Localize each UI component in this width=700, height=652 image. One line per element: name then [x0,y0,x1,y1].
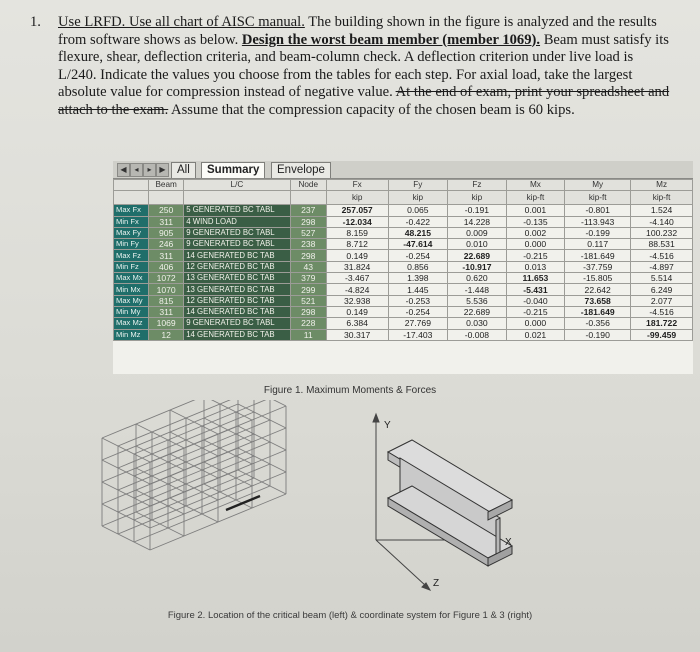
beam-cell[interactable]: 1069 [149,318,184,329]
value-cell[interactable]: 0.149 [326,250,388,261]
results-table [113,179,693,341]
beam-cell[interactable]: 12 [149,329,184,340]
question-part: Assume that the compression capacity of the chosen beam is 60 kips. [168,101,575,118]
row-label[interactable]: Max My [114,295,149,306]
value-cell[interactable]: 0.009 [448,227,507,238]
value-cell[interactable]: -181.649 [565,306,631,317]
beam-cell[interactable]: 311 [149,216,184,227]
load-case-cell[interactable]: 9 GENERATED BC TABL [184,239,290,250]
value-cell[interactable]: -4.516 [631,250,693,261]
beam-cell[interactable]: 815 [149,295,184,306]
units-row [114,191,693,205]
node-cell[interactable]: 379 [290,273,326,284]
results-spreadsheet [113,161,693,374]
value-cell[interactable]: -0.254 [388,306,448,317]
col-header[interactable]: Fy [388,180,448,191]
question-part: Use LRFD. Use all chart of AISC manual. [58,14,305,30]
value-cell[interactable]: -4.140 [631,216,693,227]
col-header[interactable]: Fz [448,180,507,191]
value-cell[interactable]: 8.712 [326,239,388,250]
value-cell[interactable]: -0.215 [506,306,565,317]
last-sheet-icon[interactable]: ▶ [156,163,169,177]
value-cell[interactable]: -4.824 [326,284,388,295]
load-case-cell[interactable]: 14 GENERATED BC TAB [184,329,290,340]
unit-cell: kip [448,191,507,205]
value-cell[interactable]: -47.614 [388,239,448,250]
i-beam-3d [388,440,512,566]
y-axis-arrow-icon [373,414,379,422]
value-cell[interactable]: -4.516 [631,306,693,317]
corner-cell [114,191,149,205]
beam-cell[interactable]: 246 [149,239,184,250]
value-cell[interactable]: 48.215 [388,227,448,238]
next-sheet-icon[interactable]: ▸ [143,163,156,177]
value-cell[interactable]: 0.030 [448,318,507,329]
value-cell[interactable]: -17.403 [388,329,448,340]
row-label[interactable]: Min Mz [114,329,149,340]
header-row [114,180,693,191]
value-cell[interactable]: -0.191 [448,205,507,216]
value-cell[interactable]: -113.943 [565,216,631,227]
question-number: 1. [30,14,41,30]
beam-cell[interactable]: 1070 [149,284,184,295]
value-cell[interactable]: -12.034 [326,216,388,227]
load-case-cell[interactable]: 13 GENERATED BC TAB [184,284,290,295]
node-cell[interactable]: 299 [290,284,326,295]
unit-cell [149,191,184,205]
value-cell[interactable]: 22.642 [565,284,631,295]
value-cell[interactable]: 0.117 [565,239,631,250]
row-label[interactable]: Min Mx [114,284,149,295]
question-part: Beam must satisfy its flexure, shear, deflection criteria, and beam-column check. A deflection criterion under live load is L/240. Indicate the values you choose from the tables for each step. For axial load, take the largest absolute value for compression instead of negative value. [58,31,669,101]
value-cell[interactable]: 181.722 [631,318,693,329]
table-row [114,318,693,329]
value-cell[interactable]: 0.856 [388,261,448,272]
value-cell[interactable]: -181.649 [565,250,631,261]
value-cell[interactable]: -0.199 [565,227,631,238]
value-cell[interactable]: 0.001 [506,205,565,216]
col-header[interactable]: L/C [184,180,290,191]
value-cell[interactable]: 8.159 [326,227,388,238]
row-label[interactable]: Max Mz [114,318,149,329]
table-row [114,284,693,295]
unit-cell: kip-ft [631,191,693,205]
row-label[interactable]: Max Fx [114,205,149,216]
prev-sheet-icon[interactable]: ◂ [130,163,143,177]
value-cell[interactable]: -10.917 [448,261,507,272]
unit-cell: kip-ft [565,191,631,205]
col-header[interactable]: Beam [149,180,184,191]
value-cell[interactable]: -0.253 [388,295,448,306]
node-cell[interactable]: 298 [290,216,326,227]
table-row [114,273,693,284]
value-cell[interactable]: 6.384 [326,318,388,329]
value-cell[interactable]: 0.013 [506,261,565,272]
value-cell[interactable]: 257.057 [326,205,388,216]
load-case-cell[interactable]: 5 GENERATED BC TABL [184,205,290,216]
table-row [114,239,693,250]
beam-cell[interactable]: 311 [149,306,184,317]
table-row [114,250,693,261]
unit-cell: kip [388,191,448,205]
value-cell[interactable]: 31.824 [326,261,388,272]
beam-cell[interactable]: 406 [149,261,184,272]
table-row [114,227,693,238]
z-axis [376,540,426,586]
table-row [114,261,693,272]
node-cell[interactable]: 298 [290,250,326,261]
value-cell[interactable]: 0.021 [506,329,565,340]
unit-cell [184,191,290,205]
value-cell[interactable]: 73.658 [565,295,631,306]
beam-cell[interactable]: 250 [149,205,184,216]
tab-summary[interactable]: Summary [201,162,265,178]
value-cell[interactable]: 22.689 [448,250,507,261]
row-label[interactable]: Max Fz [114,250,149,261]
question-1 [30,14,670,120]
node-cell[interactable]: 43 [290,261,326,272]
value-cell[interactable]: -0.008 [448,329,507,340]
col-header[interactable]: Mx [506,180,565,191]
y-axis-label: Y [384,420,391,431]
value-cell[interactable]: -0.135 [506,216,565,227]
col-header[interactable]: My [565,180,631,191]
building-frame-model [102,400,286,550]
table-row [114,295,693,306]
node-cell[interactable]: 298 [290,306,326,317]
node-cell[interactable]: 527 [290,227,326,238]
load-case-cell[interactable]: 13 GENERATED BC TAB [184,273,290,284]
figure-1-caption: Figure 1. Maximum Moments & Forces [263,385,437,396]
node-cell[interactable]: 237 [290,205,326,216]
value-cell[interactable]: 0.000 [506,239,565,250]
value-cell[interactable]: -0.190 [565,329,631,340]
value-cell[interactable]: -0.254 [388,250,448,261]
beam-cell[interactable]: 905 [149,227,184,238]
load-case-cell[interactable]: 12 GENERATED BC TAB [184,261,290,272]
value-cell[interactable]: 5.536 [448,295,507,306]
value-cell[interactable]: 27.769 [388,318,448,329]
value-cell[interactable]: -1.448 [448,284,507,295]
value-cell[interactable]: 0.000 [506,318,565,329]
value-cell[interactable]: -0.356 [565,318,631,329]
table-row [114,329,693,340]
tab-envelope[interactable]: Envelope [271,162,331,178]
question-part: The building shown in the figure is analyzed and the results from software shows as below. [58,14,657,48]
question-text [58,14,670,120]
row-label[interactable]: Max Fy [114,227,149,238]
critical-beam-highlight [226,496,260,510]
load-case-cell[interactable]: 9 GENERATED BC TABL [184,227,290,238]
corner-cell [114,180,149,191]
node-cell[interactable]: 521 [290,295,326,306]
value-cell[interactable]: 6.249 [631,284,693,295]
tab-all[interactable]: All [171,162,196,178]
value-cell[interactable]: 1.445 [388,284,448,295]
beam-cell[interactable]: 311 [149,250,184,261]
value-cell[interactable]: 30.317 [326,329,388,340]
value-cell[interactable]: 0.149 [326,306,388,317]
row-label[interactable]: Min My [114,306,149,317]
load-case-cell[interactable]: 12 GENERATED BC TAB [184,295,290,306]
value-cell[interactable]: 22.689 [448,306,507,317]
node-cell[interactable]: 228 [290,318,326,329]
unit-cell: kip-ft [506,191,565,205]
col-header[interactable]: Mz [631,180,693,191]
table-row [114,216,693,227]
figure-2-caption: Figure 2. Location of the critical beam (left) & coordinate system for Figure 1 & 3 (right) [167,610,533,621]
value-cell[interactable]: -0.040 [506,295,565,306]
value-cell[interactable]: -0.801 [565,205,631,216]
row-label[interactable]: Min Fx [114,216,149,227]
node-cell[interactable]: 11 [290,329,326,340]
value-cell[interactable]: -99.459 [631,329,693,340]
col-header[interactable]: Node [290,180,326,191]
figure-2-diagram [0,400,700,605]
row-label[interactable]: Min Fz [114,261,149,272]
value-cell[interactable]: -0.215 [506,250,565,261]
value-cell[interactable]: -15.805 [565,273,631,284]
value-cell[interactable]: 88.531 [631,239,693,250]
x-axis-label: X [505,537,512,548]
value-cell[interactable]: 5.514 [631,273,693,284]
value-cell[interactable]: -0.422 [388,216,448,227]
value-cell[interactable]: 0.010 [448,239,507,250]
value-cell[interactable]: 0.620 [448,273,507,284]
first-sheet-icon[interactable]: ◀ [117,163,130,177]
table-row [114,205,693,216]
value-cell[interactable]: 32.938 [326,295,388,306]
row-label[interactable]: Min Fy [114,239,149,250]
sheet-tab-bar [113,161,693,179]
value-cell[interactable]: 0.065 [388,205,448,216]
value-cell[interactable]: 11.653 [506,273,565,284]
value-cell[interactable]: 1.524 [631,205,693,216]
row-label[interactable]: Max Mx [114,273,149,284]
load-case-cell[interactable]: 14 GENERATED BC TAB [184,306,290,317]
unit-cell [290,191,326,205]
load-case-cell[interactable]: 9 GENERATED BC TABL [184,318,290,329]
value-cell[interactable]: 100.232 [631,227,693,238]
value-cell[interactable]: -5.431 [506,284,565,295]
table-body [114,205,693,341]
value-cell[interactable]: 2.077 [631,295,693,306]
z-axis-label: Z [433,578,440,589]
question-part: Design the worst beam member (member 1069). [241,31,541,48]
beam-cell[interactable]: 1072 [149,273,184,284]
value-cell[interactable]: 0.002 [506,227,565,238]
unit-cell: kip [326,191,388,205]
value-cell[interactable]: -4.897 [631,261,693,272]
col-header[interactable]: Fx [326,180,388,191]
value-cell[interactable]: 1.398 [388,273,448,284]
table-row [114,306,693,317]
value-cell[interactable]: -37.759 [565,261,631,272]
load-case-cell[interactable]: 4 WIND LOAD [184,216,290,227]
load-case-cell[interactable]: 14 GENERATED BC TAB [184,250,290,261]
value-cell[interactable]: 14.228 [448,216,507,227]
value-cell[interactable]: -3.467 [326,273,388,284]
question-part: At the end of exam, print your spreadsheet and attach to the exam. [58,84,670,118]
node-cell[interactable]: 238 [290,239,326,250]
